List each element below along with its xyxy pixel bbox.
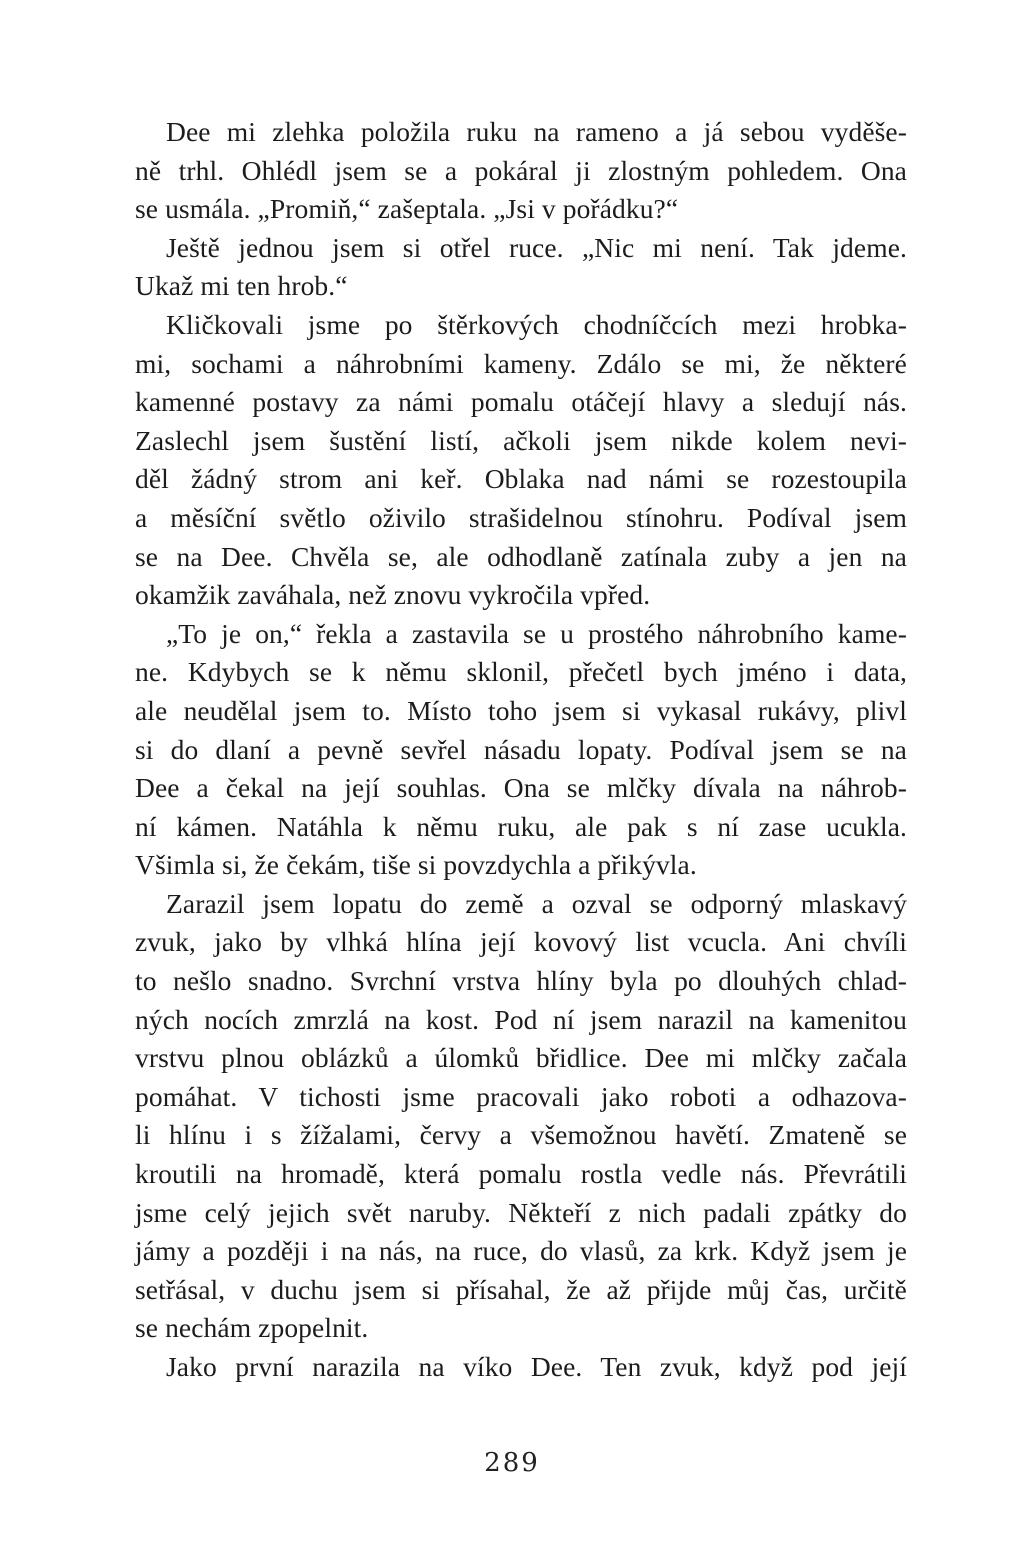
text-line: si do dlaní a pevně sevřel násadu lopaty. Podíval jsem se na bbox=[135, 733, 907, 765]
text-line: vrstvu plnou oblázků a úlomků břidlice. Dee mi mlčky začala bbox=[135, 1042, 907, 1074]
text-line: a měsíční světlo oživilo strašidelnou stínohru. Podíval jsem bbox=[135, 501, 907, 533]
text-line: jsme celý jejich svět naruby. Někteří z nich padali zpátky do bbox=[135, 1196, 907, 1228]
text-line: Kličkovali jsme po štěrkových chodníčcích mezi hrobka- bbox=[166, 308, 907, 340]
text-line: ných nocích zmrzlá na kost. Pod ní jsem narazil na kamenitou bbox=[135, 1003, 907, 1035]
text-line: ne. Kdybych se k němu sklonil, přečetl bych jméno i data, bbox=[135, 656, 907, 688]
text-line: okamžik zaváhala, než znovu vykročila vpřed. bbox=[135, 579, 651, 611]
text-line: ale neudělal jsem to. Místo toho jsem si vykasal rukávy, plivl bbox=[135, 694, 907, 726]
text-line: jámy a později i na nás, na ruce, do vlasů, za krk. Když jsem je bbox=[135, 1235, 907, 1267]
text-line: Zaslechl jsem šustění listí, ačkoli jsem nikde kolem nevi- bbox=[135, 424, 907, 456]
page-text-block bbox=[135, 113, 907, 1387]
text-line: kroutili na hromadě, která pomalu rostla vedle nás. Převrátili bbox=[135, 1158, 907, 1190]
text-line: Dee a čekal na její souhlas. Ona se mlčky dívala na náhrob- bbox=[135, 772, 907, 804]
text-line: děl žádný strom ani keř. Oblaka nad námi se rozestoupila bbox=[135, 463, 907, 495]
text-line: kamenné postavy za námi pomalu otáčejí hlavy a sledují nás. bbox=[135, 386, 907, 418]
text-line: setřásal, v duchu jsem si přísahal, že až přijde můj čas, určitě bbox=[135, 1273, 907, 1305]
text-line: Dee mi zlehka položila ruku na rameno a já sebou vyděše- bbox=[166, 116, 907, 147]
text-line: pomáhat. V tichosti jsme pracovali jako roboti a odhazova- bbox=[135, 1080, 907, 1112]
text-line: Jako první narazila na víko Dee. Ten zvuk, když pod její bbox=[166, 1351, 907, 1382]
text-line: mi, sochami a náhrobními kameny. Zdálo se mi, že některé bbox=[135, 347, 907, 379]
text-line: Všimla si, že čekám, tiše si povzdychla a přikývla. bbox=[135, 849, 697, 881]
text-line: Ukaž mi ten hrob.“ bbox=[135, 270, 348, 302]
text-line: se usmála. „Promiň,“ zašeptala. „Jsi v pořádku?“ bbox=[135, 193, 679, 225]
text-line: se na Dee. Chvěla se, ale odhodlaně zatínala zuby a jen na bbox=[135, 540, 907, 572]
text-line: zvuk, jako by vlhká hlína její kovový list vcucla. Ani chvíli bbox=[135, 926, 907, 958]
text-line: se nechám zpopelnit. bbox=[135, 1312, 369, 1344]
text-line: li hlínu i s žížalami, červy a všemožnou havětí. Zmateně se bbox=[135, 1119, 907, 1151]
text-line: Ještě jednou jsem si otřel ruce. „Nic mi není. Tak jdeme. bbox=[166, 231, 907, 263]
text-line: Zarazil jsem lopatu do země a ozval se odporný mlaskavý bbox=[166, 887, 907, 919]
text-line: to nešlo snadno. Svrchní vrstva hlíny byla po dlouhých chlad- bbox=[135, 965, 907, 997]
text-line: „To je on,“ řekla a zastavila se u prostého náhrobního kame- bbox=[166, 617, 907, 649]
text-line: ní kámen. Natáhla k němu ruku, ale pak s ní zase ucukla. bbox=[135, 810, 907, 842]
page-number: 289 bbox=[484, 1448, 540, 1478]
text-line: ně trhl. Ohlédl jsem se a pokáral ji zlostným pohledem. Ona bbox=[135, 154, 907, 186]
